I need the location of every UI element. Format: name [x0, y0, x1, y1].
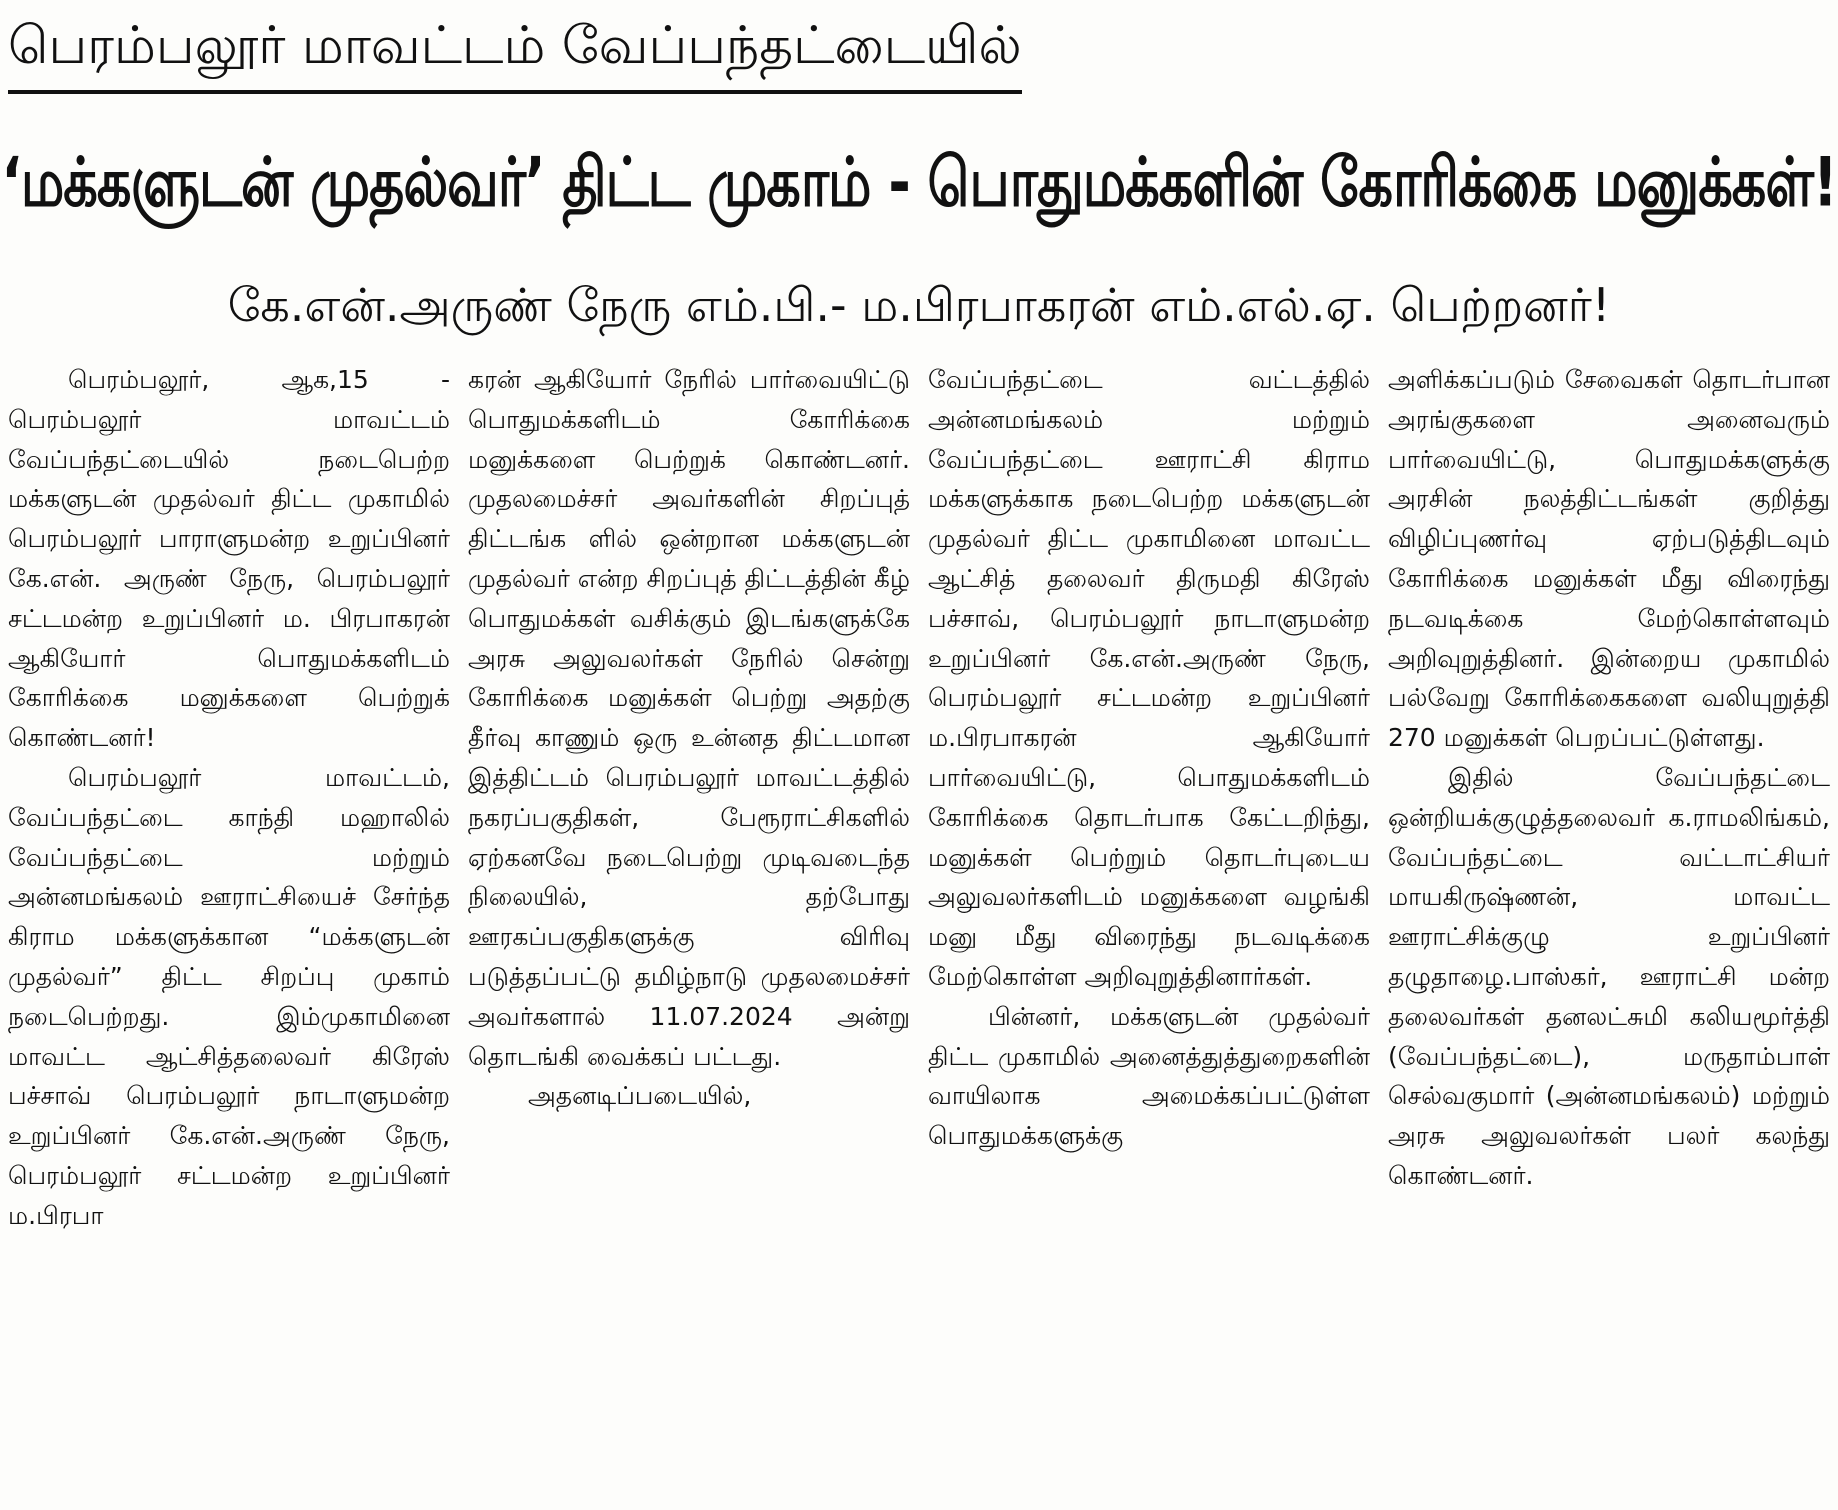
article-body [8, 360, 1830, 1505]
paragraph: வேப்பந்தட்டை வட்டத்தில் அன்னமங்கலம் மற்றும் வேப்பந்தட்டை ஊராட்சி கிராம மக்களுக்காக நடைபெற்ற மக்களுடன் முதல்வர் திட்ட முகாமினை மாவட்ட ஆட்சித் தலைவர் திருமதி கிரேஸ் பச்சாவ், பெரம்பலூர் நாடாளுமன்ற உறுப்பினர் கே.என்.அருண் நேரு, பெரம்பலூர் சட்டமன்ற உறுப்பினர் ம.பிரபாகரன் ஆகியோர் பார்வையிட்டு, பொதுமக்களிடம் கோரிக்கை தொடர்பாக கேட்டறிந்து, மனுக்கள் பெற்றும் தொடர்புடைய அலுவலர்களிடம் மனுக்களை வழங்கி மனு மீது விரைந்து நடவடிக்கை மேற்கொள்ள அறிவுறுத்தினார்கள். [928, 365, 1370, 991]
article-headline: ‘மக்களுடன் முதல்வர்’ திட்ட முகாம் - பொதுமக்களின் கோரிக்கை மனுக்கள்! [1, 143, 1837, 222]
article-column-3 [928, 360, 1370, 1505]
article-column-4 [1388, 360, 1830, 1505]
article-column-1 [8, 360, 450, 1505]
paragraph: பின்னர், மக்களுடன் முதல்வர் திட்ட முகாமில் அனைத்துத்துறைகளின் வாயிலாக அமைக்கப்பட்டுள்ள பொதுமக்களுக்கு [928, 1001, 1370, 1151]
paragraph: அதனடிப்படையில், [528, 1081, 752, 1111]
paragraph: அளிக்கப்படும் சேவைகள் தொடர்பான அரங்குகளை அனைவரும் பார்வையிட்டு, பொதுமக்களுக்கு அரசின் நலத்திட்டங்கள் குறித்து விழிப்புணர்வு ஏற்படுத்திடவும் கோரிக்கை மனுக்கள் மீது விரைந்து நடவடிக்கை மேற்கொள்ளவும் அறிவுறுத்தினர். இன்றைய முகாமில் பல்வேறு கோரிக்கைகளை வலியுறுத்தி 270 மனுக்கள் பெறப்பட்டுள்ளது. [1388, 365, 1830, 753]
article-subheadline: கே.என்.அருண் நேரு எம்.பி.- ம.பிரபாகரன் எம்.எல்.ஏ. பெற்றனர்! [227, 278, 1611, 332]
paragraph: பெரம்பலூர், ஆக,15 - பெரம்பலூர் மாவட்டம் வேப்பந்தட்டையில் நடைபெற்ற மக்களுடன் முதல்வர் திட்ட முகாமில் பெரம்பலூர் பாராளுமன்ற உறுப்பினர் கே.என். அருண் நேரு, பெரம்பலூர் சட்டமன்ற உறுப்பினர் ம. பிரபாகரன் ஆகியோர் பொதுமக்களிடம் கோரிக்கை மனுக்களை பெற்றுக் கொண்டனர்! [8, 365, 450, 753]
paragraph: இதில் வேப்பந்தட்டை ஒன்றியக்குழுத்தலைவர் க.ராமலிங்கம், வேப்பந்தட்டை வட்டாட்சியர் மாயகிருஷ்ணன், மாவட்ட ஊராட்சிக்குழு உறுப்பினர் தழுதாழை.பாஸ்கர், ஊராட்சி மன்ற தலைவர்கள் தனலட்சுமி கலியமூர்த்தி (வேப்பந்தட்டை), மருதாம்பாள் செல்வகுமார் (அன்னமங்கலம்) மற்றும் அரசு அலுவலர்கள் பலர் கலந்து கொண்டனர். [1388, 762, 1830, 1190]
article-kicker: பெரம்பலூர் மாவட்டம் வேப்பந்தட்டையில் [8, 6, 1022, 94]
article-column-2 [468, 360, 910, 1505]
paragraph: பெரம்பலூர் மாவட்டம், வேப்பந்தட்டை காந்தி மஹாலில் வேப்பந்தட்டை மற்றும் அன்னமங்கலம் ஊராட்சியைச் சேர்ந்த கிராம மக்களுக்கான “மக்களுடன் முதல்வர்” திட்ட சிறப்பு முகாம் நடைபெற்றது. இம்முகாமினை மாவட்ட ஆட்சித்தலைவர் கிரேஸ் பச்சாவ் பெரம்பலூர் நாடாளுமன்ற உறுப்பினர் கே.என்.அருண் நேரு, பெரம்பலூர் சட்டமன்ற உறுப்பினர் ம.பிரபா [8, 762, 450, 1230]
paragraph: கரன் ஆகியோர் நேரில் பார்வையிட்டு பொதுமக்களிடம் கோரிக்கை மனுக்களை பெற்றுக் கொண்டனர். முதலமைச்சர் அவர்களின் சிறப்புத் திட்டங்க ளில் ஒன்றான மக்களுடன் முதல்வர் என்ற சிறப்புத் திட்டத்தின் கீழ் பொதுமக்கள் வசிக்கும் இடங்களுக்கே அரசு அலுவலர்கள் நேரில் சென்று கோரிக்கை மனுக்கள் பெற்று அதற்கு தீர்வு காணும் ஒரு உன்னத திட்டமான இத்திட்டம் பெரம்பலூர் மாவட்டத்தில் நகரப்பகுதிகள், பேரூராட்சிகளில் ஏற்கனவே நடைபெற்று முடிவடைந்த நிலையில், தற்போது ஊரகப்பகுதிகளுக்கு விரிவு படுத்தப்பட்டு தமிழ்நாடு முதலமைச்சர் அவர்களால் 11.07.2024 அன்று தொடங்கி வைக்கப் பட்டது. [468, 365, 910, 1071]
